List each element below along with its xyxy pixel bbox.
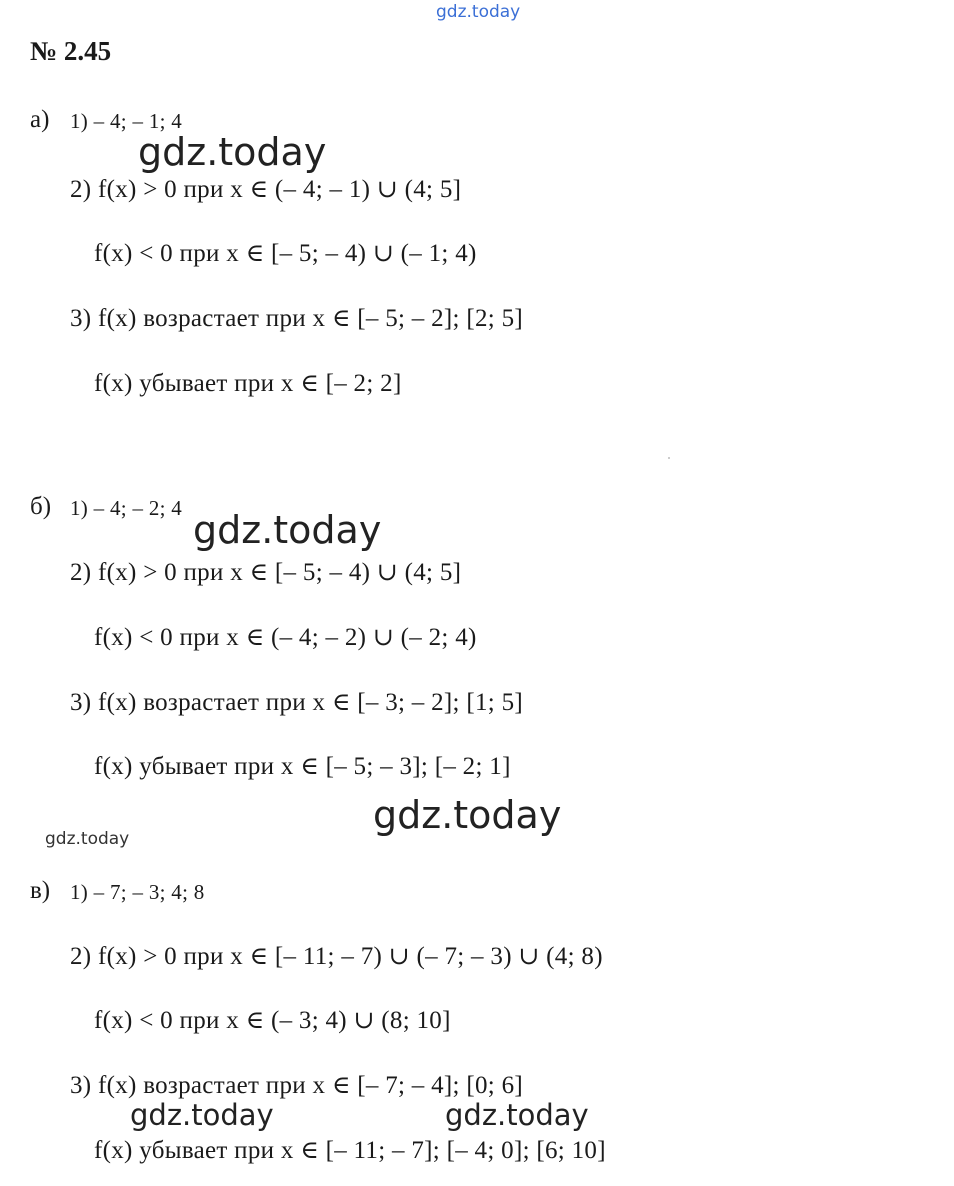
negative-line: f(x) < 0 при x ∈ (– 3; 4) ∪ (8; 10] (94, 1007, 451, 1034)
positive-line: 2) f(x) > 0 при x ∈ [– 11; – 7) ∪ (– 7; – 3) ∪ (4; 8) (70, 943, 603, 970)
negative-line: f(x) < 0 при x ∈ [– 5; – 4) ∪ (– 1; 4) (94, 240, 477, 267)
speck (668, 457, 670, 459)
increasing-line: 3) f(x) возрастает при x ∈ [– 3; – 2]; [1; 5] (70, 689, 524, 716)
negative-line: f(x) < 0 при x ∈ (– 4; – 2) ∪ (– 2; 4) (94, 624, 477, 651)
watermark-e: gdz.today (445, 1098, 589, 1132)
watermark-c: gdz.today (373, 793, 562, 837)
zeros-line: 1) – 7; – 3; 4; 8 (70, 880, 205, 904)
watermark-top: gdz.today (436, 2, 521, 22)
watermark-small: gdz.today (45, 829, 130, 849)
decreasing-line: f(x) убывает при x ∈ [– 2; 2] (94, 370, 402, 397)
increasing-line: 3) f(x) возрастает при x ∈ [– 5; – 2]; [2; 5] (70, 305, 524, 332)
watermark-d: gdz.today (130, 1098, 274, 1132)
zeros-line: 1) – 4; – 2; 4 (70, 496, 183, 520)
section-label: а) (30, 106, 50, 133)
positive-line: 2) f(x) > 0 при x ∈ (– 4; – 1) ∪ (4; 5] (70, 176, 462, 203)
section-label: б) (30, 493, 52, 520)
watermark-b: gdz.today (193, 508, 382, 552)
decreasing-line: f(x) убывает при x ∈ [– 11; – 7]; [– 4; 0]; [6; 10] (94, 1137, 606, 1164)
positive-line: 2) f(x) > 0 при x ∈ [– 5; – 4) ∪ (4; 5] (70, 559, 462, 586)
decreasing-line: f(x) убывает при x ∈ [– 5; – 3]; [– 2; 1] (94, 753, 511, 780)
increasing-line: 3) f(x) возрастает при x ∈ [– 7; – 4]; [0; 6] (70, 1072, 524, 1099)
section-label: в) (30, 877, 51, 904)
watermark-a: gdz.today (138, 130, 327, 174)
zeros-line: 1) – 4; – 1; 4 (70, 109, 183, 133)
problem-number: № 2.45 (30, 36, 112, 66)
